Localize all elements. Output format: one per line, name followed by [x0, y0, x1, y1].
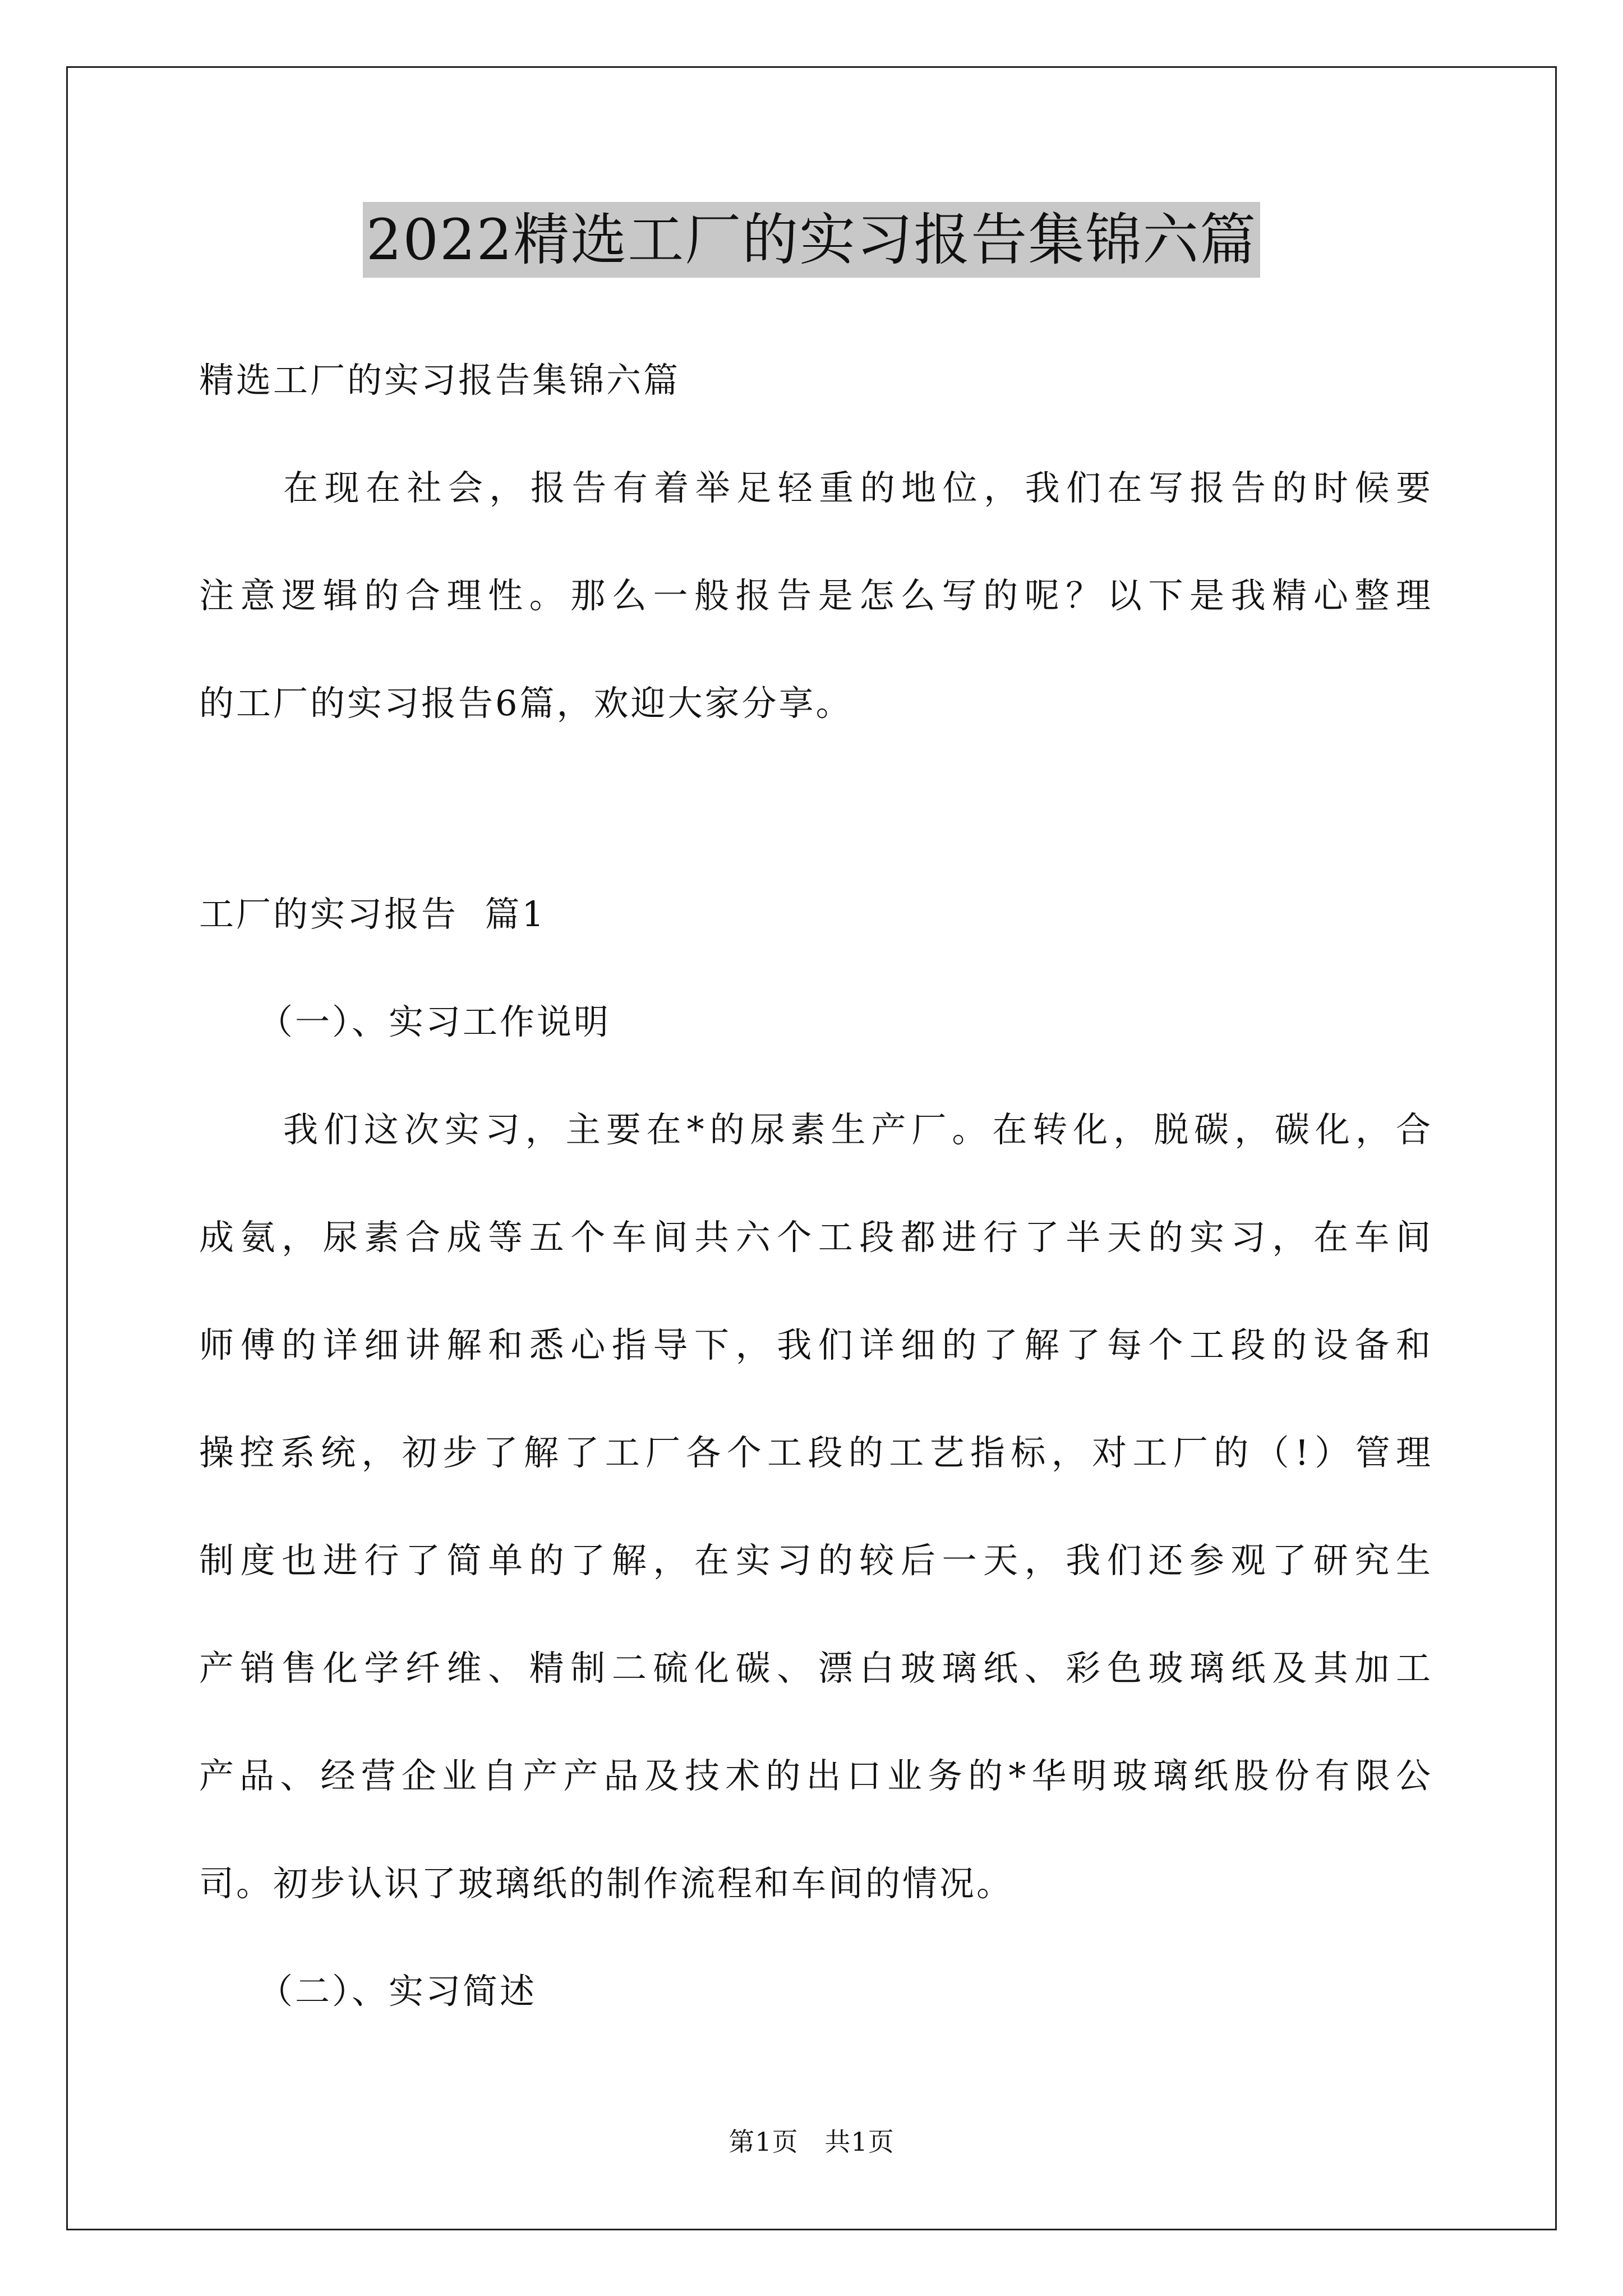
part1-line-3: 师傅的详细讲解和悉心指导下，我们详细的了解了每个工段的设备和 [199, 1324, 1433, 1365]
part1-line-4: 操控系统，初步了解了工厂各个工段的工艺指标，对工厂的（!）管理 [199, 1432, 1433, 1473]
title-container [0, 202, 1623, 278]
document-title: 2022精选工厂的实习报告集锦六篇 [363, 202, 1261, 278]
part1-line-7: 产品、经营企业自产产品及技术的出口业务的*华明玻璃纸股份有限公 [199, 1755, 1433, 1796]
document-subtitle: 精选工厂的实习报告集锦六篇 [199, 360, 681, 401]
intro-line-3: 的工厂的实习报告6篇，欢迎大家分享。 [199, 683, 853, 724]
intro-line-2: 注意逻辑的合理性。那么一般报告是怎么写的呢？以下是我精心整理 [199, 575, 1433, 616]
page-footer: 第1页 共1页 [728, 2127, 895, 2157]
part2-heading: （二）、实习简述 [258, 1971, 537, 2012]
part1-line-1: 我们这次实习，主要在*的尿素生产厂。在转化，脱碳，碳化，合 [283, 1109, 1433, 1150]
part1-line-8: 司。初步认识了玻璃纸的制作流程和车间的情况。 [199, 1863, 1014, 1904]
part1-line-2: 成氨，尿素合成等五个车间共六个工段都进行了半天的实习，在车间 [199, 1217, 1433, 1258]
section-title: 工厂的实习报告 篇1 [199, 894, 546, 935]
part1-line-5: 制度也进行了简单的了解，在实习的较后一天，我们还参观了研究生 [199, 1540, 1433, 1581]
part1-line-6: 产销售化学纤维、精制二硫化碳、漂白玻璃纸、彩色玻璃纸及其加工 [199, 1648, 1433, 1688]
intro-line-1: 在现在社会，报告有着举足轻重的地位，我们在写报告的时候要 [283, 467, 1433, 508]
part1-heading: （一）、实习工作说明 [258, 1001, 611, 1042]
